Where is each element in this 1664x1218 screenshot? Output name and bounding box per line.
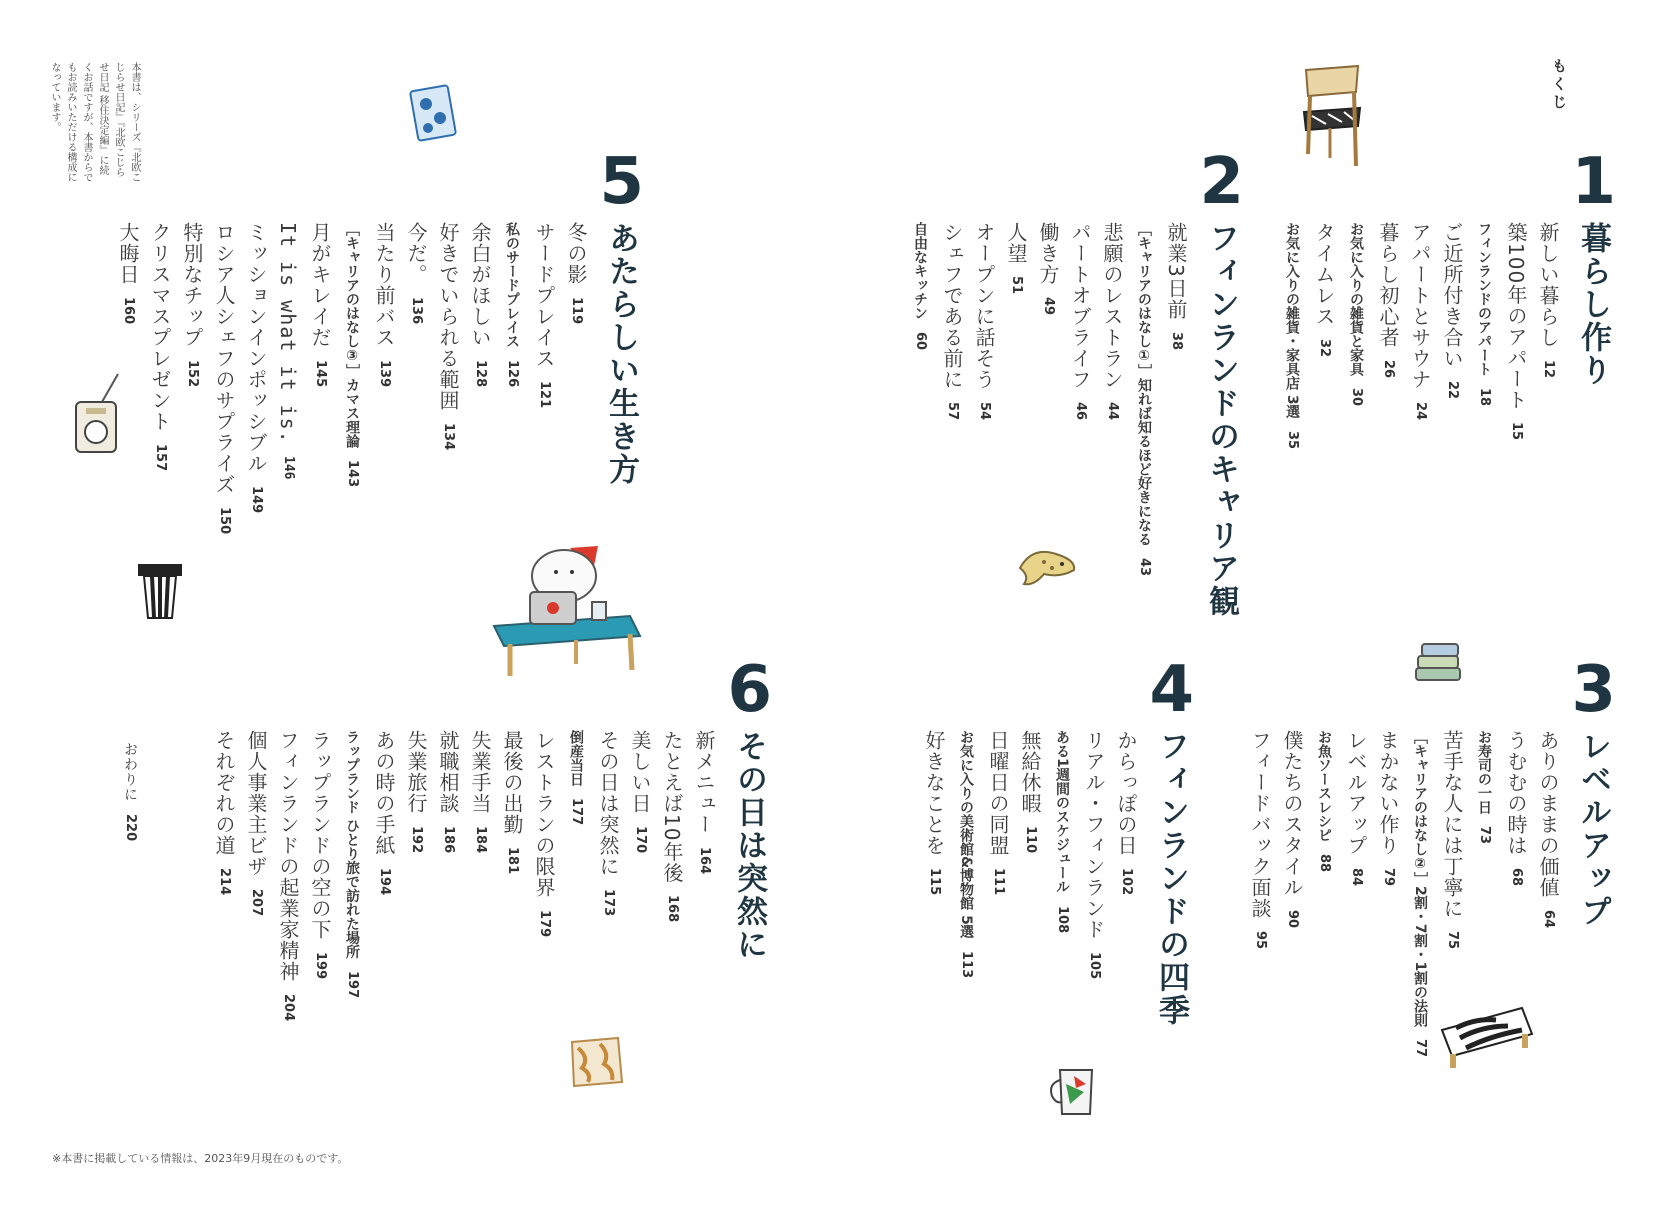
toc-entry[interactable]: 当たり前バス139 <box>372 222 396 388</box>
toc-entry[interactable]: 私のサードプレイス126 <box>504 222 520 388</box>
toc-entry[interactable]: レストランの限界179 <box>532 730 556 938</box>
toc-entry[interactable]: 失業手当184 <box>468 730 492 854</box>
section-title: フィンランドの四季 <box>1153 730 1189 1027</box>
chair-illustration <box>1296 62 1368 170</box>
toc-entry[interactable]: お魚ソースレシピ88 <box>1316 730 1332 873</box>
toc-entry[interactable]: まかない作り79 <box>1376 730 1400 887</box>
toc-entry[interactable]: ［キャリアのはなし①］知れば知るほど好きになる43 <box>1136 222 1152 577</box>
toc-entry[interactable]: 好きなことを115 <box>922 730 946 896</box>
toc-entry[interactable]: 新メニュー164 <box>692 730 716 875</box>
toc-entry[interactable]: 大晦日160 <box>116 222 140 325</box>
toc-entry[interactable]: ミッションインポッシブル149 <box>244 222 268 514</box>
toc-entry[interactable]: シェフである前に57 <box>940 222 964 421</box>
section-title: その日は突然に <box>731 730 767 961</box>
toc-entry[interactable]: お寿司の一日73 <box>1476 730 1492 845</box>
toc-entry[interactable]: オープンに話そう54 <box>972 222 996 421</box>
patterned-cloth-illustration <box>566 1034 626 1090</box>
toc-entry[interactable]: 月がキレイだ145 <box>308 222 332 388</box>
section-number: 5 <box>599 145 644 219</box>
striped-pendant-illustration <box>134 560 186 622</box>
toc-entry[interactable]: It is what it is.146 <box>276 222 300 480</box>
toc-entry[interactable]: ラップランド ひとり旅で訪れた場所197 <box>344 730 360 999</box>
section-title: あたらしい生き方 <box>603 222 639 486</box>
character-at-desk-illustration <box>480 540 650 680</box>
toc-entry[interactable]: その日は突然に173 <box>596 730 620 917</box>
toc-entry[interactable]: フィードバック面談95 <box>1248 730 1272 950</box>
toc-entry[interactable]: 悲願のレストラン44 <box>1100 222 1124 421</box>
section-title: フィンランドのキャリア観 <box>1203 222 1239 618</box>
toc-entry[interactable]: アパートとサウナ24 <box>1408 222 1432 421</box>
toc-entry[interactable]: ［キャリアのはなし③］カマス理論143 <box>344 222 360 488</box>
toc-entry[interactable]: 今だ。136 <box>404 222 428 325</box>
toc-entry[interactable]: 特別なチップ152 <box>180 222 204 388</box>
toc-entry[interactable]: サードプレイス121 <box>532 222 556 409</box>
toc-entry[interactable]: タイムレス32 <box>1312 222 1336 358</box>
toc-entry[interactable]: 最後の出勤181 <box>500 730 524 875</box>
toc-entry[interactable]: お気に入りの雑貨と家具30 <box>1348 222 1364 407</box>
entry-list <box>918 730 1142 979</box>
toc-entry[interactable]: 日曜日の同盟111 <box>986 730 1010 896</box>
toc-entry[interactable]: 無給休暇110 <box>1018 730 1042 854</box>
toc-entry[interactable]: クリスマスプレゼント157 <box>148 222 172 472</box>
toc-entry[interactable]: 就業3日前38 <box>1164 222 1188 350</box>
toc-entry[interactable]: レベルアップ84 <box>1344 730 1368 887</box>
toc-entry[interactable]: たとえば10年後168 <box>660 730 684 923</box>
toc-entry[interactable]: 苦手な人には丁寧に75 <box>1440 730 1464 950</box>
fish-illustration <box>1014 540 1084 590</box>
toc-entry[interactable]: ロシア人シェフのサプライズ150 <box>212 222 236 535</box>
patterned-box-illustration <box>408 82 458 144</box>
mug-illustration <box>1046 1062 1102 1122</box>
toc-entry[interactable]: 好きでいられる範囲134 <box>436 222 460 451</box>
toc-entry[interactable]: ご近所付き合い22 <box>1440 222 1464 400</box>
toc-entry[interactable]: それぞれの道214 <box>212 730 236 896</box>
toc-title: もくじ <box>1550 58 1568 112</box>
section-number: 2 <box>1199 145 1244 219</box>
toc-entry[interactable]: 新しい暮らし12 <box>1536 222 1560 379</box>
section-number: 4 <box>1149 653 1194 727</box>
toc-entry[interactable]: 倒産当日177 <box>568 730 584 826</box>
toc-entry[interactable]: 僕たちのスタイル90 <box>1280 730 1304 929</box>
toc-entry[interactable]: 失業旅行192 <box>404 730 428 854</box>
series-note: 本書は、シリーズ『北欧こじらせ日記』『北欧こじらせ日記 移住決定編』に続くお話ですが、本書からでもお読みいただける構成になっています。 <box>49 62 140 182</box>
toc-entry[interactable]: パートオブライフ46 <box>1068 222 1092 421</box>
toc-entry[interactable]: あの時の手紙194 <box>372 730 396 896</box>
footnote: ※本書に掲載している情報は、2023年9月現在のものです。 <box>52 1152 349 1165</box>
toc-entry[interactable]: リアル・フィンランド105 <box>1082 730 1106 980</box>
toc-entry[interactable]: からっぽの日102 <box>1114 730 1138 896</box>
entry-list <box>904 222 1192 576</box>
toc-entry[interactable]: 人望51 <box>1004 222 1028 295</box>
toc-entry[interactable]: お気に入りの美術館&博物館 5選113 <box>958 730 974 978</box>
section-title: レベルアップ <box>1575 730 1611 928</box>
toc-entry[interactable]: ラップランドの空の下199 <box>308 730 332 980</box>
toc-entry[interactable]: フィンランドのアパート18 <box>1476 222 1492 407</box>
toc-entry[interactable]: ある1週間のスケジュール108 <box>1054 730 1070 933</box>
toc-entry-ending[interactable]: おわりに220 <box>122 742 138 842</box>
section-title: 暮らし作り <box>1575 222 1611 387</box>
toc-entry[interactable]: 個人事業主ビザ207 <box>244 730 268 917</box>
toc-entry[interactable]: 冬の影119 <box>564 222 588 325</box>
section-number: 3 <box>1571 653 1616 727</box>
toc-entry[interactable]: 働き方49 <box>1036 222 1060 316</box>
toc-entry[interactable]: ありのままの価値64 <box>1536 730 1560 929</box>
toc-entry[interactable]: 余白がほしい128 <box>468 222 492 388</box>
section-number: 1 <box>1571 145 1616 219</box>
toc-entry[interactable]: ［キャリアのはなし②］2割・7割・1割の法則77 <box>1412 730 1428 1058</box>
stacked-books-illustration <box>1410 638 1466 688</box>
toc-entry[interactable]: 美しい日170 <box>628 730 652 854</box>
zebra-stool-illustration <box>1436 1000 1536 1072</box>
toc-entry[interactable]: 暮らし初心者26 <box>1376 222 1400 379</box>
toc-entry[interactable]: お気に入りの雑貨・家具店 3選35 <box>1284 222 1300 449</box>
radio-illustration <box>72 370 122 460</box>
section-number: 6 <box>727 653 772 727</box>
entry-list <box>208 730 720 1021</box>
toc-entry[interactable]: 築100年のアパート15 <box>1504 222 1528 441</box>
entry-list <box>112 222 592 534</box>
toc-entry[interactable]: 自由なキッチン60 <box>912 222 928 351</box>
entry-list <box>1276 222 1564 449</box>
toc-entry[interactable]: うむむの時は68 <box>1504 730 1528 887</box>
toc-entry[interactable]: 就職相談186 <box>436 730 460 854</box>
toc-entry[interactable]: フィンランドの起業家精神204 <box>276 730 300 1022</box>
